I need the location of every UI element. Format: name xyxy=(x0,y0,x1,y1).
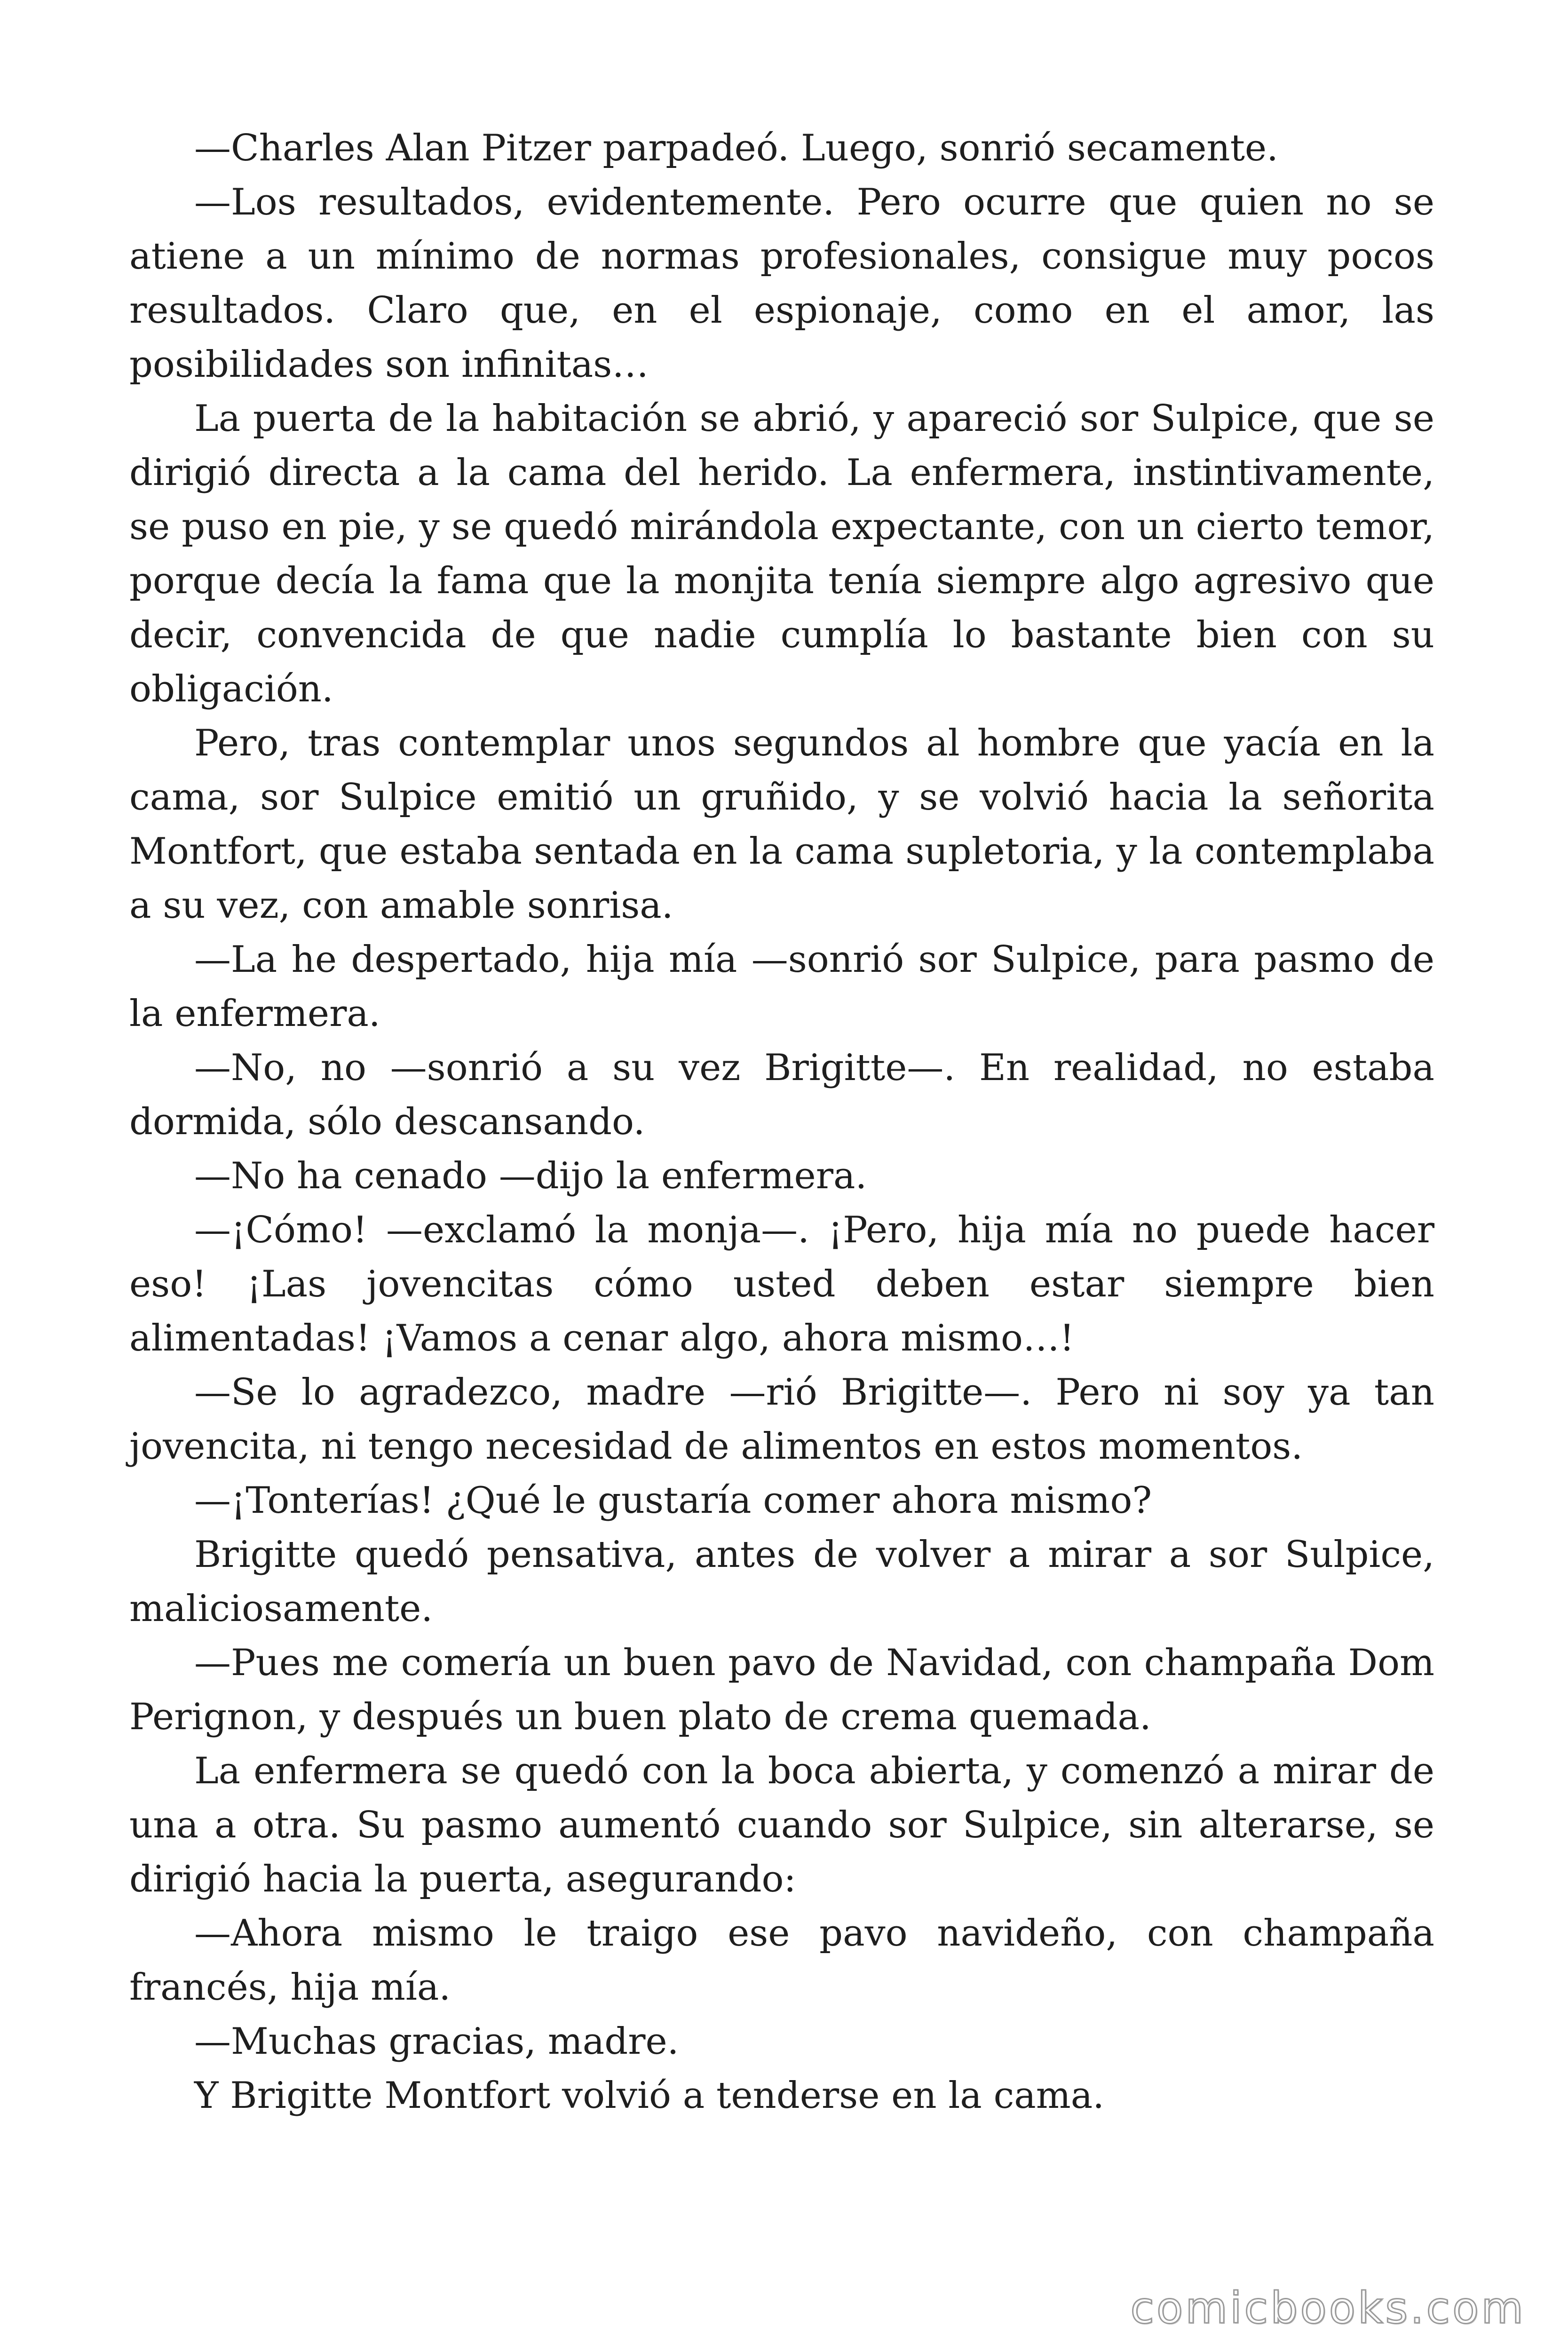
watermark: comicbooks.com xyxy=(1130,2283,1526,2333)
paragraph: —Charles Alan Pitzer parpadeó. Luego, sonrió secamente. xyxy=(194,127,1278,169)
paragraph: —Los resultados, evidentemente. Pero ocurre que quien no se atiene a un mínimo de normas profesionales, consigue muy pocos resultados. Claro que, en el espionaje, como en el amor, las posibilidades son infinitas… xyxy=(129,181,1434,386)
paragraph: La puerta de la habitación se abrió, y apareció sor Sulpice, que se dirigió directa a la cama del herido. La enfermera, instintivamente, se puso en pie, y se quedó mirándola expectante, con un cierto temor, porque decía la fama que la monjita tenía siempre algo agresivo que decir, convencida de que nadie cumplía lo bastante bien con su obligación. xyxy=(129,397,1434,710)
paragraph: —Muchas gracias, madre. xyxy=(194,2020,679,2063)
paragraph: —No ha cenado —dijo la enfermera. xyxy=(194,1155,867,1197)
paragraph: Y Brigitte Montfort volvió a tenderse en la cama. xyxy=(194,2074,1105,2117)
paragraph: —No, no —sonrió a su vez Brigitte—. En realidad, no estaba dormida, sólo descansando. xyxy=(129,1047,1434,1143)
paragraph: —Ahora mismo le traigo ese pavo navideño, con champaña francés, hija mía. xyxy=(129,1912,1434,2009)
paragraph: —¡Tonterías! ¿Qué le gustaría comer ahora mismo? xyxy=(194,1479,1152,1522)
paragraph: Pero, tras contemplar unos segundos al hombre que yacía en la cama, sor Sulpice emitió un gruñido, y se volvió hacia la señorita Montfort, que estaba sentada en la cama supletoria, y la contemplaba a su vez, con amable sonrisa. xyxy=(129,722,1434,927)
paragraph: La enfermera se quedó con la boca abierta, y comenzó a mirar de una a otra. Su pasmo aumentó cuando sor Sulpice, sin alterarse, se dirigió hacia la puerta, asegurando: xyxy=(129,1750,1434,1900)
paragraph: —¡Cómo! —exclamó la monja—. ¡Pero, hija mía no puede hacer eso! ¡Las jovencitas cómo usted deben estar siempre bien alimentadas! ¡Vamos a cenar algo, ahora mismo…! xyxy=(129,1209,1434,1359)
paragraph: —Se lo agradezco, madre —rió Brigitte—. Pero ni soy ya tan jovencita, ni tengo necesidad de alimentos en estos momentos. xyxy=(129,1371,1434,1468)
paragraph: —Pues me comería un buen pavo de Navidad, con champaña Dom Perignon, y después un buen plato de crema quemada. xyxy=(129,1642,1434,1738)
body-text xyxy=(129,121,1434,2123)
paragraph: —La he despertado, hija mía —sonrió sor Sulpice, para pasmo de la enfermera. xyxy=(129,938,1434,1035)
paragraph: Brigitte quedó pensativa, antes de volver a mirar a sor Sulpice, maliciosamente. xyxy=(129,1534,1434,1630)
